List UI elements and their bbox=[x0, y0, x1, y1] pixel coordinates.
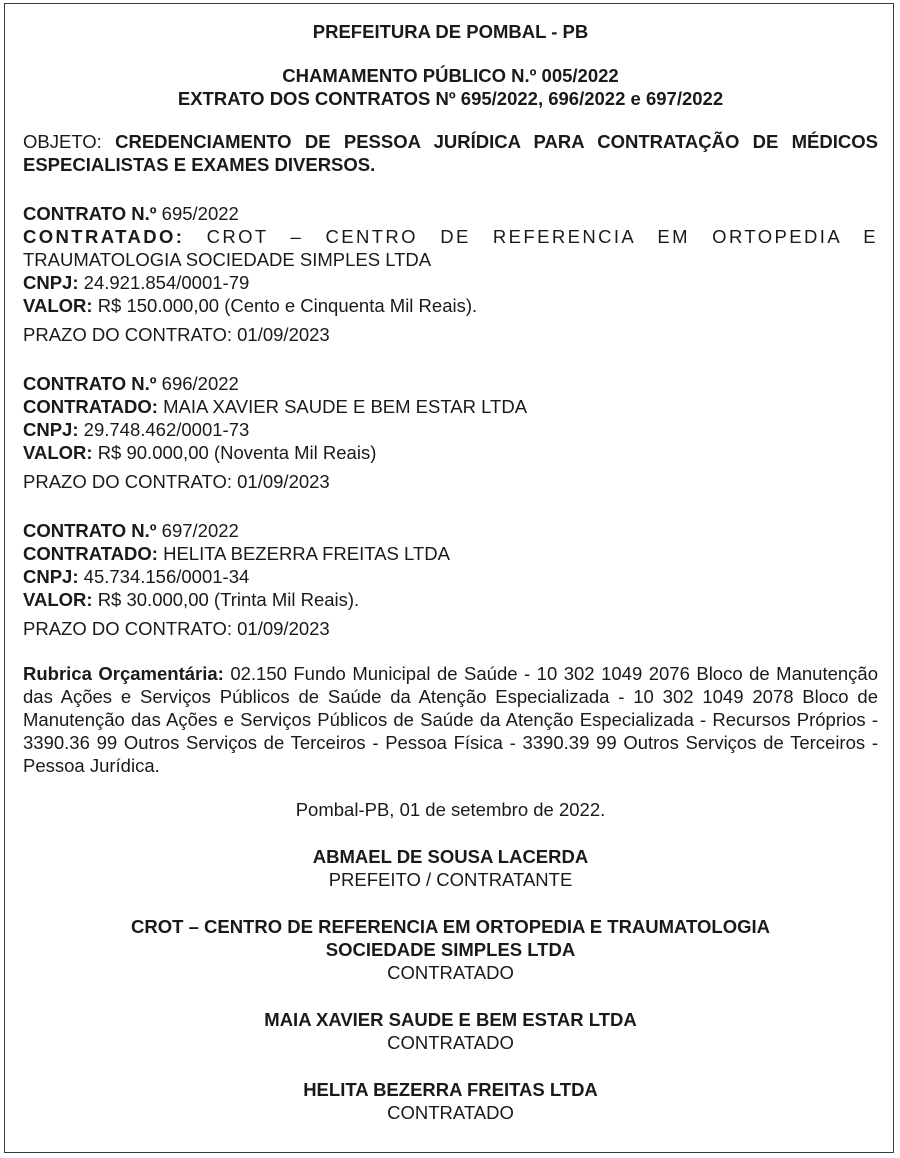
contract-number: 696/2022 bbox=[161, 373, 239, 394]
signer-role: PREFEITO / CONTRATANTE bbox=[328, 869, 573, 890]
rubrica-text: 02.150 Fundo Municipal de Saúde - 10 302 1049 2076 Bloco de Manutenção das Ações e Serviços Públicos de Saúde da Atenção Especializada - 10 302 1049 2078 Bloco de Manutenção das Ações e Serviços Públicos de Saúde da Atenção Especializada - Recursos Próprios - 3390.36 99 Outros Serviços de Terceiros - Pessoa Física - 3390.39 99 Outros Serviços de Terceiros - Pessoa Jurídica. bbox=[23, 663, 879, 776]
cnpj-label: CNPJ: bbox=[23, 419, 79, 440]
valor-line bbox=[23, 294, 878, 317]
contract-block-697 bbox=[23, 519, 878, 640]
contractor-name-continued: TRAUMATOLOGIA SOCIEDADE SIMPLES LTDA bbox=[23, 249, 432, 270]
contract-block-695 bbox=[23, 202, 878, 346]
cnpj-value: 29.748.462/0001-73 bbox=[83, 419, 250, 440]
public-notice-document bbox=[23, 20, 878, 1124]
cnpj-line bbox=[23, 418, 878, 441]
contractor-line bbox=[23, 542, 878, 565]
contract-number-label: CONTRATO N.º bbox=[23, 373, 157, 394]
extract-title: EXTRATO DOS CONTRATOS Nº 695/2022, 696/2022 e 697/2022 bbox=[177, 88, 724, 109]
signer-name: ABMAEL DE SOUSA LACERDA bbox=[312, 846, 589, 867]
contractor-name: HELITA BEZERRA FREITAS LTDA bbox=[163, 543, 450, 564]
signer-name-continued: SOCIEDADE SIMPLES LTDA bbox=[325, 939, 576, 960]
contract-number: 695/2022 bbox=[161, 203, 239, 224]
contract-number-label: CONTRATO N.º bbox=[23, 203, 157, 224]
contractor-label: CONTRATADO: bbox=[23, 396, 158, 417]
contractor-label: CONTRATADO: bbox=[23, 543, 158, 564]
cnpj-label: CNPJ: bbox=[23, 272, 79, 293]
place-date: Pombal-PB, 01 de setembro de 2022. bbox=[295, 799, 606, 820]
prazo-line: PRAZO DO CONTRATO: 01/09/2023 bbox=[23, 471, 330, 492]
signature-block-helita bbox=[23, 1078, 878, 1124]
contractor-name: MAIA XAVIER SAUDE E BEM ESTAR LTDA bbox=[163, 396, 528, 417]
valor-label: VALOR: bbox=[23, 442, 93, 463]
notice-title: CHAMAMENTO PÚBLICO N.º 005/2022 bbox=[282, 65, 619, 86]
valor-value: R$ 90.000,00 (Noventa Mil Reais) bbox=[97, 442, 377, 463]
prazo-line: PRAZO DO CONTRATO: 01/09/2023 bbox=[23, 618, 330, 639]
objeto-text: CREDENCIAMENTO DE PESSOA JURÍDICA PARA CONTRATAÇÃO DE MÉDICOS ESPECIALISTAS E EXAMES DIVERSOS. bbox=[23, 131, 878, 175]
rubrica-paragraph bbox=[23, 662, 878, 777]
contractor-label: CONTRATADO: bbox=[23, 226, 185, 247]
cnpj-label: CNPJ: bbox=[23, 566, 79, 587]
contract-number-label: CONTRATO N.º bbox=[23, 520, 157, 541]
contract-number-line bbox=[23, 202, 878, 225]
valor-label: VALOR: bbox=[23, 589, 93, 610]
signature-block-crot bbox=[23, 915, 878, 984]
signature-block-mayor bbox=[23, 845, 878, 891]
cnpj-line bbox=[23, 565, 878, 588]
signer-role: CONTRATADO bbox=[387, 1102, 514, 1123]
prazo-line: PRAZO DO CONTRATO: 01/09/2023 bbox=[23, 324, 330, 345]
valor-line bbox=[23, 441, 878, 464]
signer-name: CROT – CENTRO DE REFERENCIA EM ORTOPEDIA E TRAUMATOLOGIA bbox=[131, 916, 770, 937]
contractor-name: CROT – CENTRO DE REFERENCIA EM ORTOPEDIA E bbox=[206, 226, 879, 247]
rubrica-label: Rubrica Orçamentária: bbox=[23, 663, 224, 684]
valor-label: VALOR: bbox=[23, 295, 93, 316]
contractor-line bbox=[23, 395, 878, 418]
contract-number-line bbox=[23, 372, 878, 395]
municipality-title: PREFEITURA DE POMBAL - PB bbox=[312, 21, 589, 42]
contract-number-line bbox=[23, 519, 878, 542]
cnpj-value: 24.921.854/0001-79 bbox=[83, 272, 250, 293]
objeto-label: OBJETO: bbox=[23, 131, 102, 152]
signer-role: CONTRATADO bbox=[387, 1032, 514, 1053]
objeto-paragraph bbox=[23, 130, 878, 176]
valor-value: R$ 150.000,00 (Cento e Cinquenta Mil Reais). bbox=[97, 295, 478, 316]
valor-line bbox=[23, 588, 878, 611]
contract-block-696 bbox=[23, 372, 878, 493]
contractor-line bbox=[23, 225, 878, 248]
signer-role: CONTRATADO bbox=[387, 962, 514, 983]
cnpj-value: 45.734.156/0001-34 bbox=[83, 566, 250, 587]
signer-name: HELITA BEZERRA FREITAS LTDA bbox=[303, 1079, 598, 1100]
valor-value: R$ 30.000,00 (Trinta Mil Reais). bbox=[97, 589, 360, 610]
cnpj-line bbox=[23, 271, 878, 294]
signature-block-maia-xavier bbox=[23, 1008, 878, 1054]
signer-name: MAIA XAVIER SAUDE E BEM ESTAR LTDA bbox=[264, 1009, 637, 1030]
contract-number: 697/2022 bbox=[161, 520, 239, 541]
